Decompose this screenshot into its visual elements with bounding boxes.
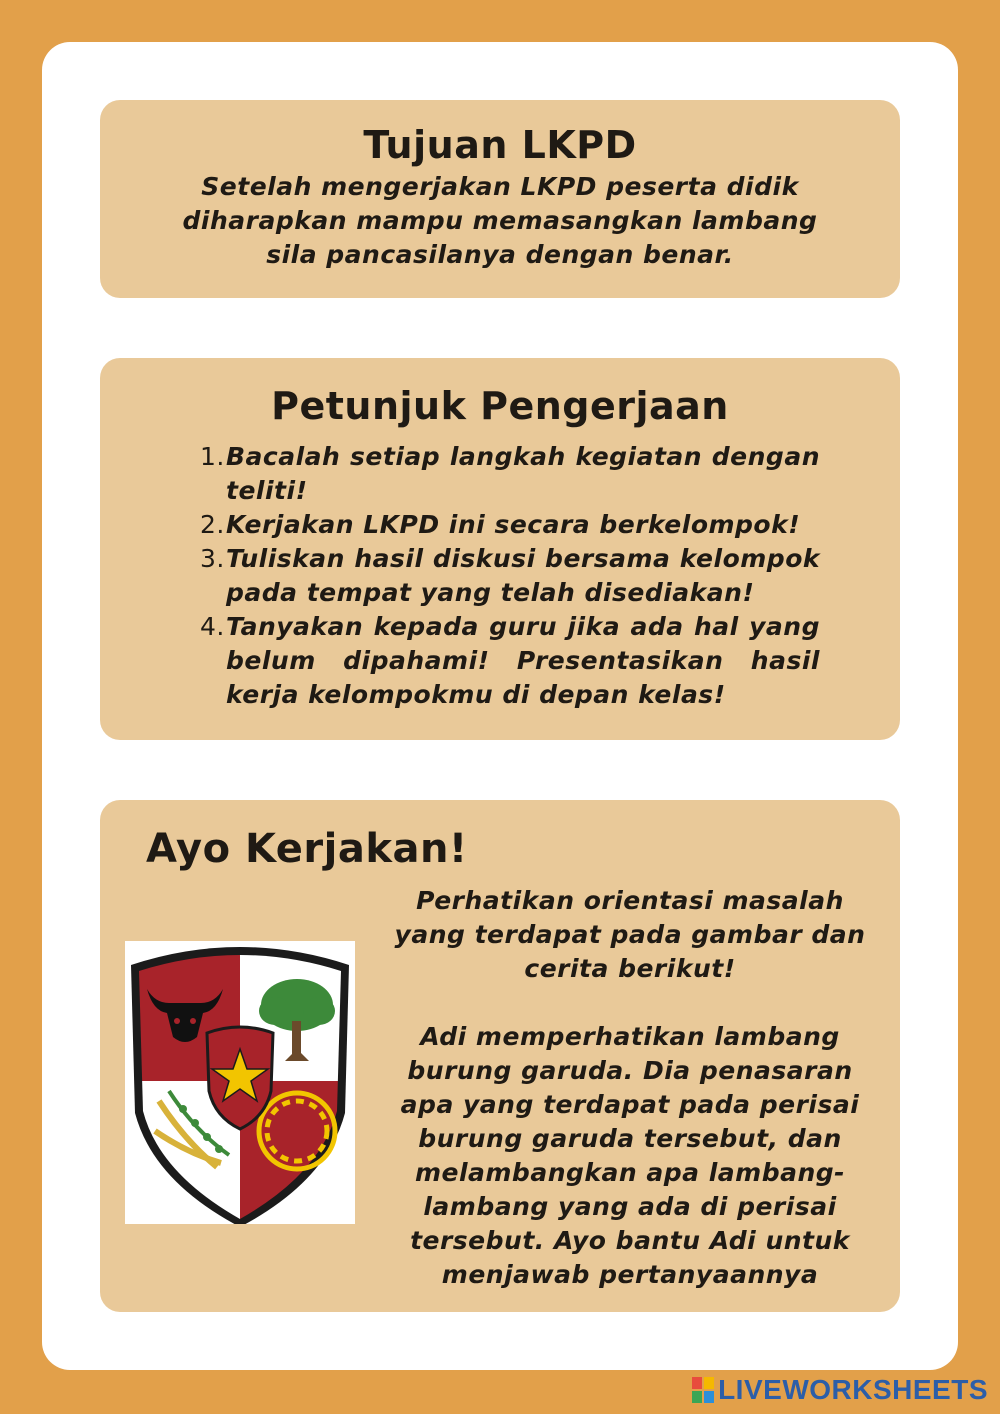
instructions-list bbox=[200, 440, 820, 712]
activity-card bbox=[100, 800, 900, 1312]
pancasila-shield-image bbox=[125, 941, 355, 1224]
brand-text: LIVEWORKSHEETS bbox=[718, 1374, 988, 1405]
objective-card bbox=[100, 100, 900, 298]
activity-story bbox=[382, 884, 878, 1292]
liveworksheets-logo-icon bbox=[692, 1377, 714, 1403]
activity-story-text: Adi memperhatikan lambang burung garuda. Dia penasaran apa yang terdapat pada perisai burung garuda tersebut, dan melambangkan apa lambang-lambang yang ada di perisai tersebut. Ayo bantu Adi untuk menjawab pertanyaannya bbox=[400, 1022, 860, 1289]
instruction-step: 4. Tanyakan kepada guru jika ada hal yang belum dipahami! Presentasikan hasil kerja kelompokmu di depan kelas! bbox=[200, 612, 820, 709]
instructions-card bbox=[100, 358, 900, 740]
instructions-title: Petunjuk Pengerjaan bbox=[271, 384, 729, 428]
liveworksheets-logo bbox=[692, 1374, 988, 1406]
activity-intro: Perhatikan orientasi masalah yang terdapat pada gambar dan cerita berikut! bbox=[394, 886, 866, 983]
pancasila-shield-icon bbox=[125, 941, 355, 1224]
objective-title: Tujuan LKPD bbox=[363, 123, 637, 167]
instruction-step: 1. Bacalah setiap langkah kegiatan dengan teliti! bbox=[200, 442, 820, 505]
instruction-step: 2. Kerjakan LKPD ini secara berkelompok! bbox=[200, 510, 801, 539]
worksheet-page bbox=[42, 42, 958, 1370]
instruction-step: 3. Tuliskan hasil diskusi bersama kelompok pada tempat yang telah disediakan! bbox=[200, 544, 820, 607]
objective-text: Setelah mengerjakan LKPD peserta didik diharapkan mampu memasangkan lambang sila pancasilanya dengan benar. bbox=[182, 172, 818, 269]
activity-title: Ayo Kerjakan! bbox=[146, 826, 468, 872]
